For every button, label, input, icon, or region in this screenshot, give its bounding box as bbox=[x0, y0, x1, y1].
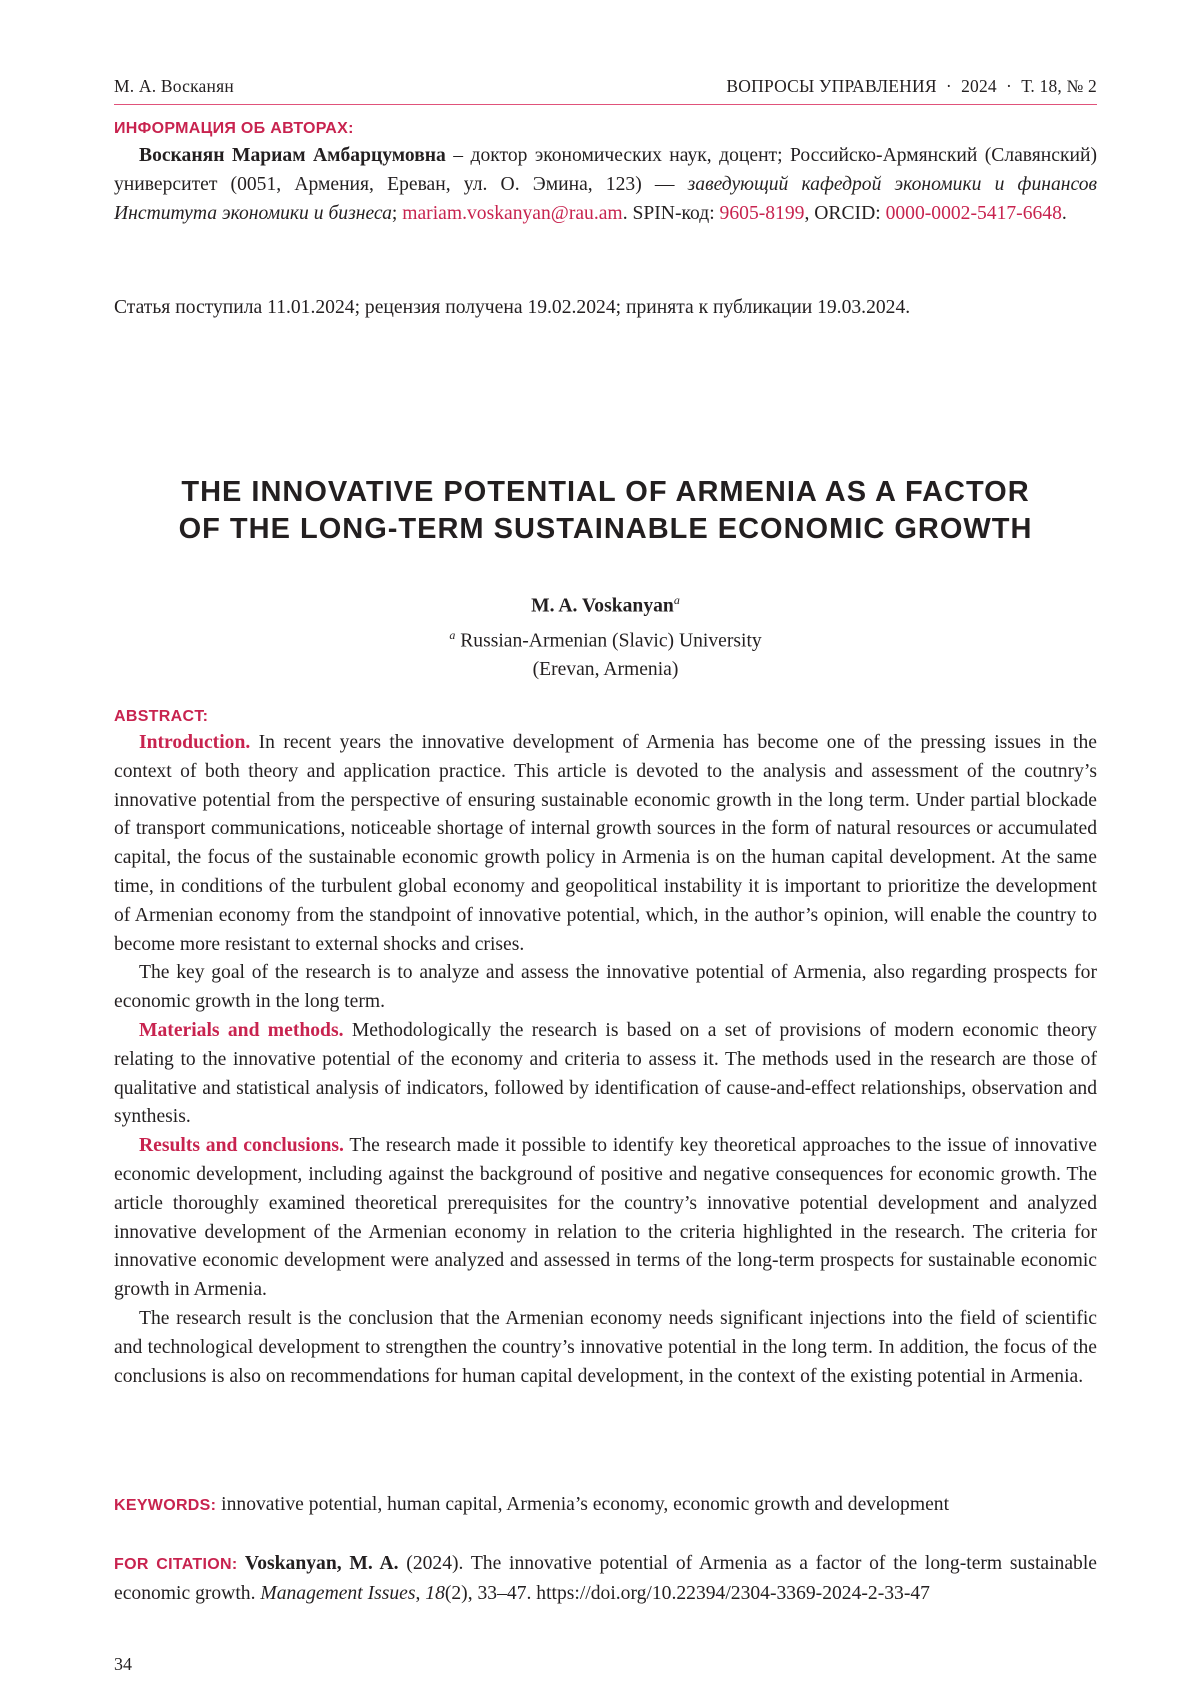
issue-year: 2024 bbox=[961, 76, 997, 97]
article-dates-text: Статья поступила 11.01.2024; рецензия получена 19.02.2024; принята к публикации 19.03.2024. bbox=[114, 294, 1097, 323]
spin-label: . SPIN-код: bbox=[623, 203, 720, 224]
citation-label: FOR CITATION: bbox=[114, 1556, 237, 1573]
author-info-label: ИНФОРМАЦИЯ ОБ АВТОРАХ: bbox=[114, 120, 1097, 138]
abstract-section bbox=[114, 708, 1097, 1391]
affiliation-marker: a bbox=[449, 628, 455, 642]
affiliation: Russian-Armenian (Slavic) University bbox=[460, 631, 761, 652]
results-text: The research made it possible to identify key theoretical approaches to the issue of innovative economic development, including against the background of positive and negative consequences for economic growth. The article thoroughly examined theoretical prerequisites for the country’s innovative potential development and analyzed innovative development of the Armenian economy in relation to the criteria highlighted in the research. The criteria for innovative economic development were analyzed and assessed in terms of the long-term prospects for sustainable economic growth in Armenia. bbox=[114, 1135, 1097, 1300]
punctuation: ; bbox=[392, 203, 402, 224]
citation-section bbox=[114, 1550, 1097, 1609]
abstract-label: ABSTRACT: bbox=[114, 708, 1097, 726]
author-info-section bbox=[114, 120, 1097, 228]
results-heading: Results and conclusions. bbox=[139, 1135, 344, 1156]
page-number: 34 bbox=[114, 1654, 132, 1675]
article-title bbox=[114, 474, 1097, 548]
author-info-paragraph bbox=[114, 142, 1097, 228]
methods-text: Methodologically the research is based on a set of provisions of modern economic theory relating to the innovative potential of the economy and criteria to assess it. The methods used in the research are those of qualitative and statistical analysis of indicators, followed by identification of cause-and-effect relationships, observation and synthesis. bbox=[114, 1020, 1097, 1127]
citation-text: (2024). The innovative potential of Armenia as a factor of the long-term sustainable economic growth. bbox=[114, 1553, 1097, 1604]
running-head-author: М. А. Восканян bbox=[114, 76, 234, 97]
citation-volume: 18 bbox=[425, 1583, 445, 1604]
location: (Erevan, Armenia) bbox=[114, 656, 1097, 685]
running-head bbox=[114, 76, 1097, 97]
introduction-text: In recent years the innovative development of Armenia has become one of the pressing issues in the context of both theory and application practice. This article is devoted to the analysis and assessment of the coutnry’s innovative potential from the perspective of ensuring sustainable economic growth in the long term. Under partial blockade of transport communications, noticeable shortage of internal growth sources in the form of natural resources or accumulated capital, the focus of the sustainable economic growth policy in Armenia is on the human capital development. At the same time, in conditions of the turbulent global economy and geopolitical instability it is important to prioritize the development of Armenian economy from the standpoint of innovative potential, which, in the author’s opinion, will enable the country to become more resistant to external shocks and crises. bbox=[114, 732, 1097, 955]
separator: · bbox=[946, 76, 952, 97]
keywords-text: innovative potential, human capital, Armenia’s economy, economic growth and development bbox=[216, 1494, 949, 1515]
citation-doi[interactable]: (2), 33–47. https://doi.org/10.22394/2304-3369-2024-2-33-47 bbox=[445, 1583, 930, 1604]
author-name: M. A. Voskanyan bbox=[531, 596, 674, 617]
abstract-results bbox=[114, 1132, 1097, 1305]
issue-volume: Т. 18, № 2 bbox=[1021, 76, 1097, 97]
header-rule bbox=[114, 104, 1097, 105]
running-head-journal-info bbox=[726, 76, 1097, 97]
keywords-paragraph bbox=[114, 1491, 1097, 1521]
separator: · bbox=[1006, 76, 1012, 97]
punctuation: . bbox=[1062, 203, 1067, 224]
abstract-introduction bbox=[114, 729, 1097, 959]
author-line bbox=[114, 586, 1097, 621]
citation-paragraph bbox=[114, 1550, 1097, 1609]
affiliation-line bbox=[114, 621, 1097, 656]
orcid-link[interactable]: 0000-0002-5417-6648 bbox=[886, 203, 1062, 224]
author-position: заведующий кафедрой экономики и финансов Института экономики и бизнеса bbox=[114, 174, 1097, 224]
abstract-goal: The key goal of the research is to analyze and assess the innovative potential of Armenia, also regarding prospects for economic growth in the long term. bbox=[114, 959, 1097, 1017]
author-email-link[interactable]: mariam.voskanyan@rau.am bbox=[402, 203, 622, 224]
abstract-conclusion: The research result is the conclusion that the Armenian economy needs significant injections into the field of scientific and technological development to strengthen the country’s innovative potential in the long term. In addition, the focus of the conclusions is also on recommendations for human capital development, in the context of the existing potential in Armenia. bbox=[114, 1305, 1097, 1391]
byline bbox=[114, 586, 1097, 685]
article-dates bbox=[114, 294, 1097, 323]
author-description: – доктор экономических наук, доцент; Российско-Армянский (Славянский) университет (0051, Армения, Ереван, ул. О. Эмина, 123) — bbox=[114, 145, 1097, 195]
abstract-methods bbox=[114, 1017, 1097, 1132]
title-line-2: OF THE LONG-TERM SUSTAINABLE ECONOMIC GROWTH bbox=[179, 513, 1033, 545]
author-name-ru: Восканян Мариам Амбарцумовна bbox=[139, 145, 446, 166]
orcid-label: , ORCID: bbox=[804, 203, 885, 224]
spin-code-link[interactable]: 9605-8199 bbox=[720, 203, 805, 224]
citation-author: Voskanyan, M. A. bbox=[237, 1553, 398, 1574]
journal-name: ВОПРОСЫ УПРАВЛЕНИЯ bbox=[726, 76, 936, 97]
journal-page bbox=[0, 0, 1200, 1698]
methods-heading: Materials and methods. bbox=[139, 1020, 343, 1041]
introduction-heading: Introduction. bbox=[139, 732, 250, 753]
citation-journal: Management Issues bbox=[260, 1583, 415, 1604]
keywords-section bbox=[114, 1491, 1097, 1521]
punctuation: , bbox=[415, 1583, 425, 1604]
keywords-label: KEYWORDS: bbox=[114, 1497, 216, 1514]
affiliation-marker: a bbox=[674, 593, 680, 607]
title-line-1: THE INNOVATIVE POTENTIAL OF ARMENIA AS A FACTOR bbox=[181, 476, 1029, 508]
